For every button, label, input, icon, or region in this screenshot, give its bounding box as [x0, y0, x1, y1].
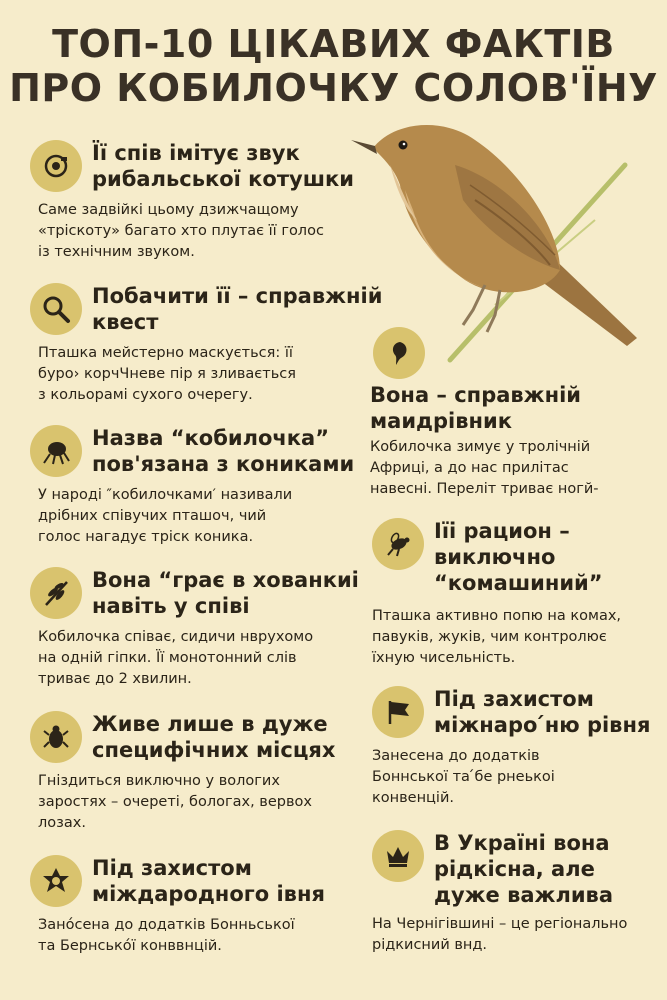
reed-icon — [30, 567, 82, 619]
fact-9 — [372, 686, 662, 816]
fact-text: Кобилочка співає, сидичи нврухомо на одній гіпки. Її монотонний слів триває до 2 хвилин. — [38, 629, 314, 687]
fact-text: Кобилочка зимує у тролічній Африці, а до нас прилітас навесні. Переліт триває ногй- — [370, 439, 599, 497]
fact-text: Занóсена до додатків Бонньської та Бернсько́ї конввнцій. — [38, 917, 295, 954]
fact-title: Побачити її – справжній квест — [92, 284, 383, 334]
insect-icon — [372, 518, 424, 570]
fact-10 — [372, 830, 662, 960]
fact-3 — [30, 425, 355, 555]
fact-text: Гніздиться виключно у вологих заростях – очереті, бологах, вервох лозах. — [38, 773, 312, 831]
magnifier-icon — [30, 283, 82, 335]
fact-title: Вона – справжній маидрівник — [370, 383, 582, 433]
fact-1 — [30, 140, 354, 270]
fact-title: Назва “кобилочка” пов'язана з кониками — [92, 426, 355, 476]
fact-7 — [365, 327, 655, 497]
fishing-reel-icon — [30, 140, 82, 192]
fact-title: Під захистом міждародного івня — [92, 856, 325, 906]
fact-5 — [30, 711, 360, 841]
fact-text: На Чернігівшині – це регіонально рідкисний внд. — [372, 916, 628, 953]
fact-title: Вона “грає в хованкиі навіть у співі — [92, 568, 359, 618]
fact-title: Під захистом міжнаро ́ню рівня — [434, 687, 651, 737]
fact-title: Її спів імітує звук рибальської котушки — [92, 141, 354, 191]
fact-text: У народі ″кобилочками′ називали дрібних співучих пташоч, чий голос нагадує тріск коника. — [38, 487, 293, 545]
title-line-1: ТОП-10 ЦІКАВИХ ФАКТІВ — [52, 22, 615, 66]
fact-text: Саме задвійкі цьому дзижчащому «тріскоту» багато хто плутає її голос із технічним звуком. — [38, 202, 324, 260]
fact-text: Пташка активно попю на комах, павуків, жуків, чим контролює їхную чисельність. — [372, 608, 622, 666]
fact-6 — [30, 855, 360, 965]
page-title — [0, 22, 667, 110]
beetle-icon — [30, 711, 82, 763]
fact-8 — [372, 518, 662, 678]
title-line-2: ПРО КОБИЛОЧКУ СОЛОВ'ЇНУ — [9, 66, 658, 110]
fact-title: Живе лише в дуже специфічних місцях — [92, 712, 336, 762]
flag-icon — [372, 686, 424, 738]
grasshopper-icon — [30, 425, 82, 477]
crown-icon — [372, 830, 424, 882]
fact-4 — [30, 567, 360, 697]
fact-text: Занесена до додатків Боннської та ́бе рнеькоі конвенцій. — [372, 748, 555, 806]
fact-title: В Україні вона рідкісна, але дуже важлива — [434, 831, 614, 907]
migration-icon — [373, 327, 425, 379]
fact-2 — [30, 283, 383, 413]
fact-title: Іїі рацион – виключно “комашиний” — [434, 519, 603, 595]
shield-emblem-icon — [30, 855, 82, 907]
fact-text: Пташка мейстерно маскується: її буро› корчЧневе пір я зливається з кольорамі сухого очерегу. — [38, 345, 296, 403]
